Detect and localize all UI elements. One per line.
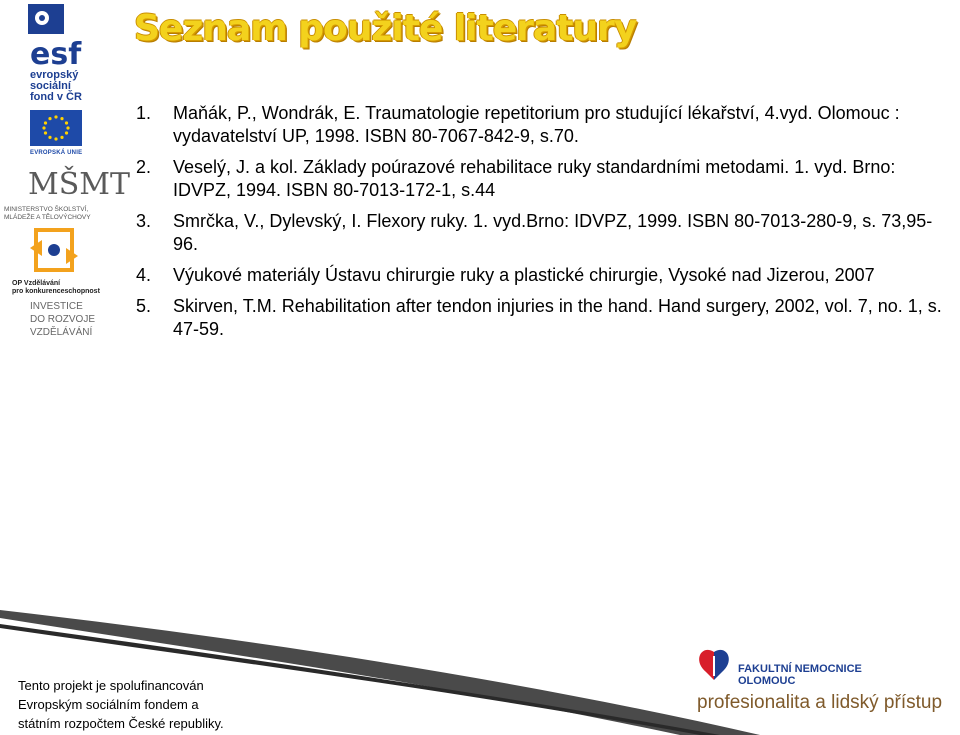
reference-text: Skirven, T.M. Rehabilitation after tendon injuries in the hand. Hand surgery, 2002, vol. 7, no. 1, s. 47-59. xyxy=(173,296,942,339)
reference-number: 5. xyxy=(136,296,152,316)
investice-label: INVESTICE DO ROZVOJE VZDĚLÁVÁNÍ xyxy=(30,301,96,338)
hospital-logo-icon xyxy=(694,646,734,686)
eu-label: EVROPSKÁ UNIE xyxy=(30,150,83,156)
msmt-logo-text: MŠMT xyxy=(28,167,130,202)
page-title: Seznam použité literatury xyxy=(134,8,637,49)
reference-number: 2. xyxy=(136,157,152,177)
reference-number: 4. xyxy=(136,265,152,285)
list-item xyxy=(136,156,946,202)
op-label: OP Vzdělávání pro konkurenceschopnost xyxy=(12,280,100,295)
msmt-logo-icon xyxy=(24,160,130,206)
reference-text: Výukové materiály Ústavu chirurgie ruky a plastické chirurgie, Vysoké nad Jizerou, 2007 xyxy=(173,265,875,285)
reference-number: 1. xyxy=(136,103,152,123)
reference-text: Maňák, P., Wondrák, E. Traumatologie repetitorium pro studující lékařství, 4.vyd. Olomouc : vydavatelství UP, 1998. ISBN 80-7067-842-9, s.70. xyxy=(173,103,900,146)
list-item xyxy=(136,295,946,341)
op-vzdelavani-logo-icon xyxy=(28,226,80,278)
list-item xyxy=(136,264,946,287)
esf-caption: evropský sociální fond v ČR xyxy=(30,69,82,103)
list-item xyxy=(136,102,946,148)
reference-number: 3. xyxy=(136,211,152,231)
reference-text: Veselý, J. a kol. Základy poúrazové rehabilitace ruky standardními metodami. 1. vyd. Brno: IDVPZ, 1994. ISBN 80-7013-172-1, s.44 xyxy=(173,157,896,200)
funding-note: Tento projekt je spolufinancován Evropským sociálním fondem a státním rozpočtem České republiky. xyxy=(18,678,224,731)
logo-column xyxy=(0,0,130,350)
esf-logo-icon xyxy=(28,4,98,72)
list-item xyxy=(136,210,946,256)
hospital-name: FAKULTNÍ NEMOCNICE OLOMOUC xyxy=(738,663,862,687)
hospital-slogan: profesionalita a lidský přístup xyxy=(697,692,943,713)
esf-logo-text: esf xyxy=(30,37,82,72)
msmt-label: MINISTERSTVO ŠKOLSTVÍ, MLÁDEŽE A TĚLOVÝCHOVY xyxy=(4,206,91,221)
reference-text: Smrčka, V., Dylevský, I. Flexory ruky. 1. vyd.Brno: IDVPZ, 1999. ISBN 80-7013-280-9, s. 73,95-96. xyxy=(173,211,933,254)
eu-flag-icon xyxy=(30,110,82,146)
reference-list xyxy=(136,102,946,349)
